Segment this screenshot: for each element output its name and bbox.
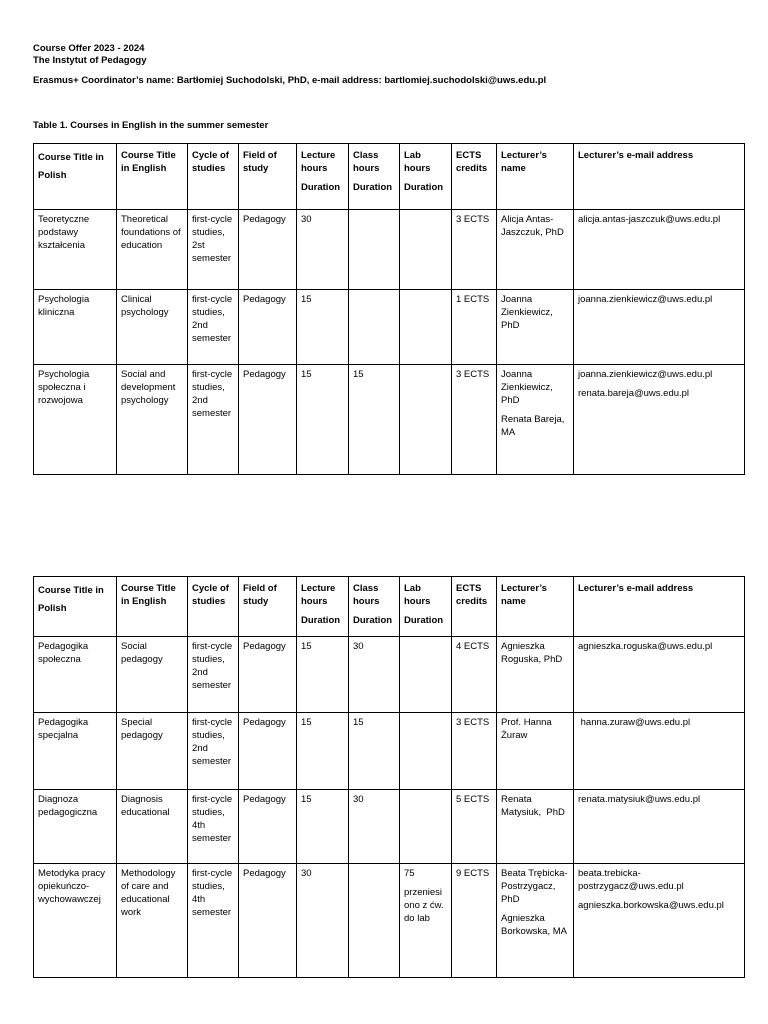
col-lab: Lab hours Duration [400, 577, 452, 637]
cell-title-english: Special pedagogy [117, 713, 188, 790]
cell-lecturer: Joanna Zienkiewicz, PhD Renata Bareja, MA [497, 365, 574, 475]
courses-table-1 [33, 143, 745, 475]
cell-field: Pedagogy [239, 713, 297, 790]
table-caption: Table 1. Courses in English in the summer semester [33, 120, 269, 131]
cell-cycle: first-cycle studies, 2nd semester [188, 637, 239, 713]
cell-title-english: Clinical psychology [117, 290, 188, 365]
cell-lab [400, 210, 452, 290]
cell-title-polish: Psychologia kliniczna [34, 290, 117, 365]
col-title-english: Course Title in English [117, 144, 188, 210]
cell-lecture: 30 [297, 210, 349, 290]
cell-title-english: Diagnosis educational [117, 790, 188, 864]
cell-lab [400, 790, 452, 864]
cell-title-english: Social pedagogy [117, 637, 188, 713]
table-row [34, 637, 745, 713]
table-row [34, 713, 745, 790]
cell-title-polish: Psychologia społeczna i rozwojowa [34, 365, 117, 475]
cell-lecture: 15 [297, 365, 349, 475]
coordinator-line: Erasmus+ Coordinator’s name: Bartłomiej Suchodolski, PhD, e-mail address: bartlomiej.suchodolski@uws.edu.pl [33, 75, 547, 86]
cell-cycle: first-cycle studies, 2nd semester [188, 713, 239, 790]
cell-field: Pedagogy [239, 637, 297, 713]
cell-ects: 4 ECTS [452, 637, 497, 713]
cell-ects: 3 ECTS [452, 713, 497, 790]
col-class: Class hours Duration [349, 144, 400, 210]
document-title: Course Offer 2023 - 2024 [33, 43, 145, 54]
cell-title-english: Methodology of care and educational work [117, 864, 188, 978]
cell-title-polish: Teoretyczne podstawy kształcenia [34, 210, 117, 290]
table-row [34, 864, 745, 978]
cell-lecture: 15 [297, 790, 349, 864]
cell-field: Pedagogy [239, 210, 297, 290]
cell-lecturer: Alicja Antas-Jaszczuk, PhD [497, 210, 574, 290]
cell-lab: 75 przeniesiono z ćw. do lab [400, 864, 452, 978]
col-lab: Lab hours Duration [400, 144, 452, 210]
cell-lecturer: Agnieszka Roguska, PhD [497, 637, 574, 713]
cell-title-english: Social and development psychology [117, 365, 188, 475]
cell-class [349, 864, 400, 978]
cell-class: 15 [349, 713, 400, 790]
cell-email: alicja.antas-jaszczuk@uws.edu.pl [574, 210, 745, 290]
cell-email: beata.trebicka-postrzygacz@uws.edu.pl agnieszka.borkowska@uws.edu.pl [574, 864, 745, 978]
col-cycle: Cycle of studies [188, 577, 239, 637]
cell-lab [400, 713, 452, 790]
cell-lab [400, 290, 452, 365]
cell-class: 30 [349, 790, 400, 864]
cell-ects: 9 ECTS [452, 864, 497, 978]
cell-cycle: first-cycle studies, 2st semester [188, 210, 239, 290]
cell-ects: 3 ECTS [452, 210, 497, 290]
cell-class: 30 [349, 637, 400, 713]
cell-field: Pedagogy [239, 365, 297, 475]
cell-field: Pedagogy [239, 790, 297, 864]
courses-table-2 [33, 576, 745, 978]
col-class: Class hours Duration [349, 577, 400, 637]
cell-cycle: first-cycle studies, 4th semester [188, 790, 239, 864]
institute-name: The Instytut of Pedagogy [33, 55, 147, 66]
cell-lecture: 30 [297, 864, 349, 978]
cell-cycle: first-cycle studies, 2nd semester [188, 290, 239, 365]
cell-class: 15 [349, 365, 400, 475]
cell-class [349, 290, 400, 365]
cell-email: joanna.zienkiewicz@uws.edu.pl [574, 290, 745, 365]
col-field: Field of study [239, 577, 297, 637]
col-lecture: Lecture hours Duration [297, 144, 349, 210]
cell-lab [400, 365, 452, 475]
col-lecturer: Lecturer’s name [497, 577, 574, 637]
cell-title-english: Theoretical foundations of education [117, 210, 188, 290]
cell-email: renata.matysiuk@uws.edu.pl [574, 790, 745, 864]
cell-lecture: 15 [297, 637, 349, 713]
cell-lecture: 15 [297, 290, 349, 365]
cell-ects: 3 ECTS [452, 365, 497, 475]
table-row [34, 290, 745, 365]
cell-lecturer: Renata Matysiuk, PhD [497, 790, 574, 864]
cell-email: hanna.zuraw@uws.edu.pl [574, 713, 745, 790]
cell-ects: 1 ECTS [452, 290, 497, 365]
col-title-english: Course Title in English [117, 577, 188, 637]
cell-title-polish: Diagnoza pedagogiczna [34, 790, 117, 864]
col-title-polish: Course Title in Polish [34, 577, 117, 637]
cell-lecturer: Prof. Hanna Żuraw [497, 713, 574, 790]
table-row [34, 365, 745, 475]
col-title-polish: Course Title in Polish [34, 144, 117, 210]
cell-lecturer: Joanna Zienkiewicz, PhD [497, 290, 574, 365]
table-row [34, 790, 745, 864]
cell-lecture: 15 [297, 713, 349, 790]
col-cycle: Cycle of studies [188, 144, 239, 210]
cell-lecturer: Beata Trębicka-Postrzygacz, PhD Agnieszka Borkowska, MA [497, 864, 574, 978]
cell-title-polish: Metodyka pracy opiekuńczo-wychowawczej [34, 864, 117, 978]
cell-cycle: first-cycle studies, 4th semester [188, 864, 239, 978]
cell-title-polish: Pedagogika specjalna [34, 713, 117, 790]
cell-email: agnieszka.roguska@uws.edu.pl [574, 637, 745, 713]
table-header [34, 577, 745, 637]
col-email: Lecturer’s e-mail address [574, 577, 745, 637]
col-ects: ECTS credits [452, 144, 497, 210]
col-ects: ECTS credits [452, 577, 497, 637]
cell-field: Pedagogy [239, 290, 297, 365]
cell-cycle: first-cycle studies, 2nd semester [188, 365, 239, 475]
cell-field: Pedagogy [239, 864, 297, 978]
col-email: Lecturer’s e-mail address [574, 144, 745, 210]
cell-ects: 5 ECTS [452, 790, 497, 864]
col-lecture: Lecture hours Duration [297, 577, 349, 637]
cell-lab [400, 637, 452, 713]
col-field: Field of study [239, 144, 297, 210]
cell-title-polish: Pedagogika społeczna [34, 637, 117, 713]
cell-email: joanna.zienkiewicz@uws.edu.pl renata.bareja@uws.edu.pl [574, 365, 745, 475]
col-lecturer: Lecturer’s name [497, 144, 574, 210]
cell-class [349, 210, 400, 290]
table-header [34, 144, 745, 210]
table-row [34, 210, 745, 290]
